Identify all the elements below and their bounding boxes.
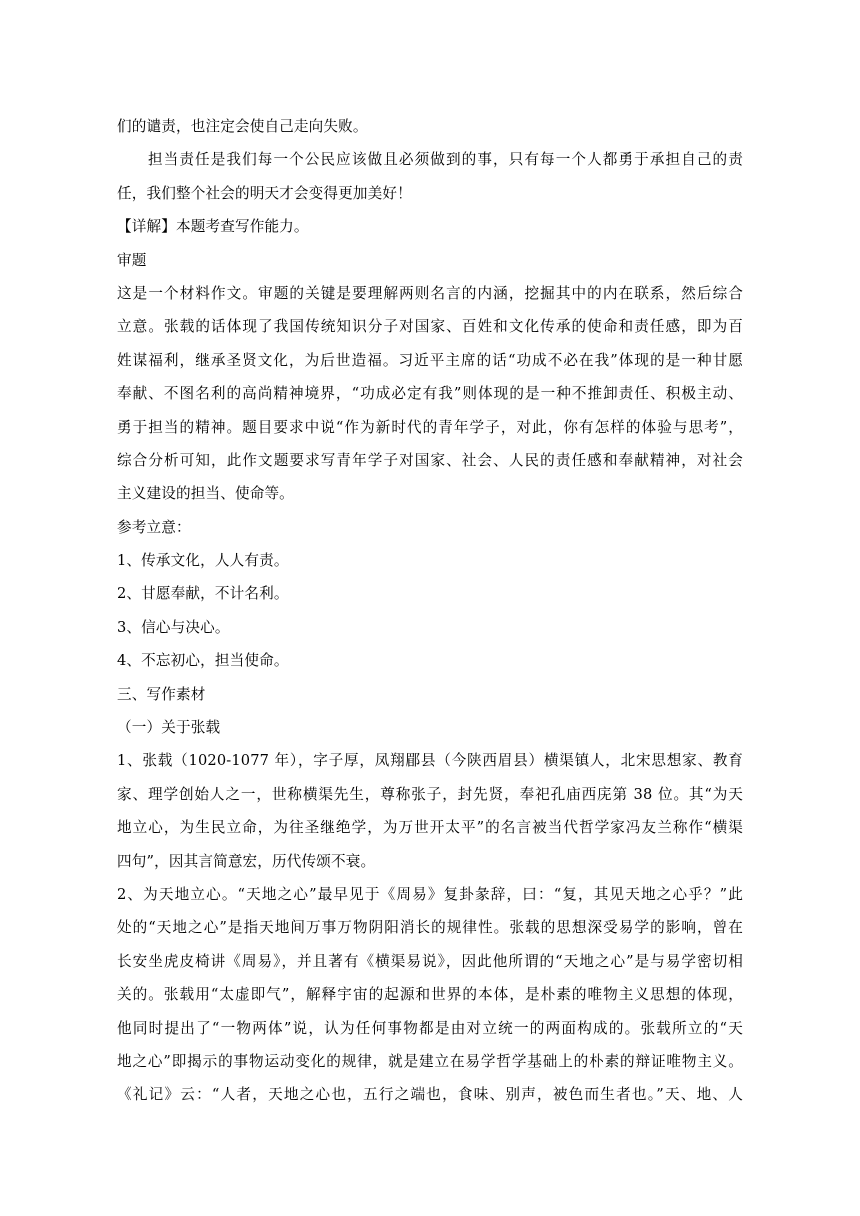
- text-line: 主义建设的担当、使命等。: [117, 485, 294, 503]
- text-line: 姓谋福利，继承圣贤文化，为后世造福。习近平主席的话“功成不必在我”体现的是一种甘愿: [117, 351, 743, 369]
- text-line: 2、为天地立心。“天地之心”最早见于《周易》复卦彖辞，曰：“复，其见天地之心乎？”此: [117, 885, 743, 903]
- text-line: 参考立意：: [117, 518, 191, 536]
- text-line: 四句”，因其言简意宏，历代传颂不衰。: [117, 852, 376, 870]
- text-line: 任，我们整个社会的明天才会变得更加美好！: [117, 184, 412, 202]
- text-line: 1、张载（1020-1077 年），字子厚，凤翔郿县（今陕西眉县）横渠镇人，北宋思想家、教育: [117, 752, 743, 770]
- text-line: 1、传承文化，人人有责。: [117, 552, 289, 570]
- text-line: 他同时提出了“一物两体”说，认为任何事物都是由对立统一的两面构成的。张载所立的“天: [117, 1019, 743, 1037]
- text-line: 长安坐虎皮椅讲《周易》，并且著有《横渠易说》，因此他所谓的“天地之心”是与易学密切相: [117, 952, 743, 970]
- text-line: 审题: [117, 251, 147, 269]
- text-line: 勇于担当的精神。题目要求中说“作为新时代的青年学子，对此，你有怎样的体验与思考”，: [117, 418, 743, 436]
- text-line: 【详解】本题考查写作能力。: [117, 218, 309, 236]
- text-line: 立意。张载的话体现了我国传统知识分子对国家、百姓和文化传承的使命和责任感，即为百: [117, 318, 743, 336]
- text-line: 综合分析可知，此作文题要求写青年学子对国家、社会、人民的责任感和奉献精神，对社会: [117, 451, 743, 469]
- text-line: 担当责任是我们每一个公民应该做且必须做到的事，只有每一个人都勇于承担自己的责: [148, 151, 743, 169]
- document-body: [117, 110, 743, 1112]
- text-line: 这是一个材料作文。审题的关键是要理解两则名言的内涵，挖掘其中的内在联系，然后综合: [117, 284, 743, 302]
- text-line: 三、写作素材: [117, 685, 206, 703]
- text-line: 们的谴责，也注定会使自己走向失败。: [117, 118, 368, 135]
- text-line: 地立心，为生民立命，为往圣继绝学，为万世开太平”的名言被当代哲学家冯友兰称作“横渠: [117, 819, 743, 837]
- text-line: （一）关于张载: [117, 719, 221, 737]
- text-line: 4、不忘初心，担当使命。: [117, 652, 289, 670]
- text-line: 《礼记》云：“人者，天地之心也，五行之端也，食味、别声，被色而生者也。”天、地、人: [117, 1086, 743, 1104]
- text-line: 地之心”即揭示的事物运动变化的规律，就是建立在易学哲学基础上的朴素的辩证唯物主义。: [117, 1052, 743, 1070]
- text-line: 关的。张载用“太虚即气”，解释宇宙的起源和世界的本体，是朴素的唯物主义思想的体现，: [117, 986, 743, 1004]
- text-line: 2、甘愿奉献，不计名利。: [117, 585, 289, 603]
- text-line: 家、理学创始人之一，世称横渠先生，尊称张子，封先贤，奉祀孔庙西庑第 38 位。其“为天: [117, 785, 743, 803]
- text-line: 处的“天地之心”是指天地间万事万物阴阳消长的规律性。张载的思想深受易学的影响，曾在: [117, 919, 743, 937]
- text-line: 奉献、不图名利的高尚精神境界，“功成必定有我”则体现的是一种不推卸责任、积极主动、: [117, 385, 743, 403]
- text-line: 3、信心与决心。: [117, 618, 230, 636]
